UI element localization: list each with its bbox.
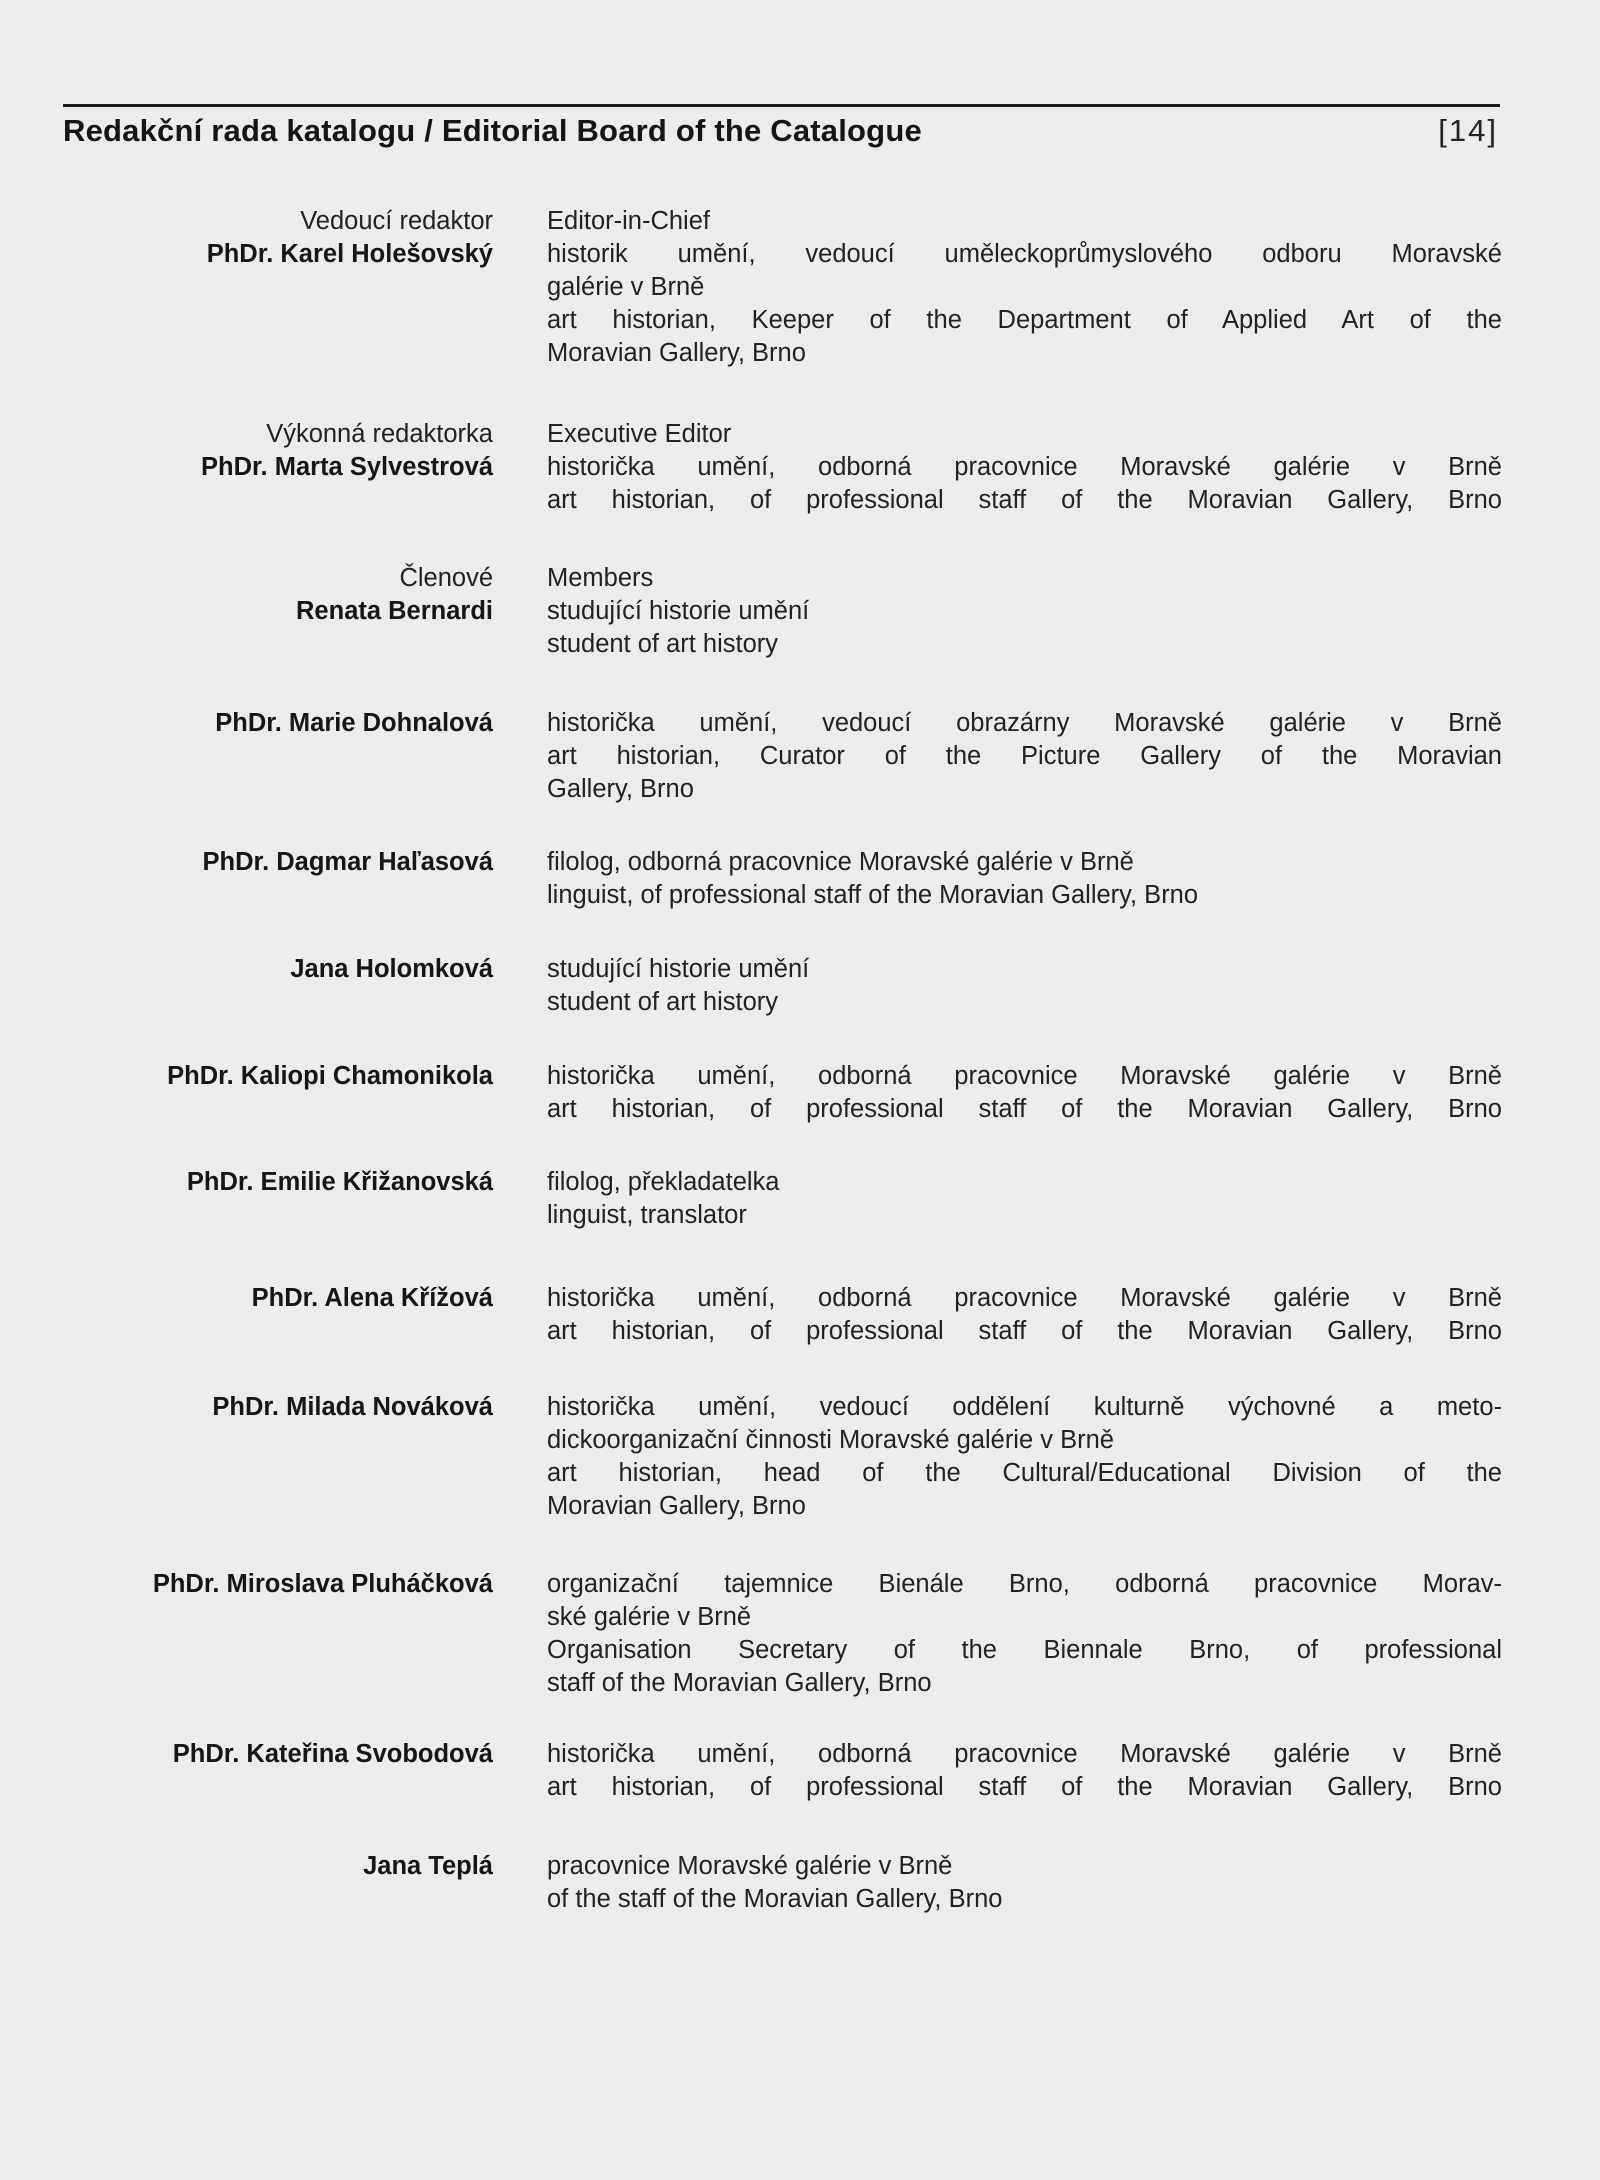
role-english: Executive Editor xyxy=(547,420,732,448)
description-line: historička umění, odborná pracovnice Moravské galérie v Brně xyxy=(547,1740,1502,1768)
entry-right xyxy=(547,1850,1502,1916)
role-english: Editor-in-Chief xyxy=(547,207,710,235)
member-name: PhDr. Dagmar Haľasová xyxy=(202,848,493,876)
board-entry xyxy=(0,1568,1600,1697)
description-line: studující historie umění xyxy=(547,955,810,983)
entry-left xyxy=(0,1060,493,1093)
role-english: Members xyxy=(547,564,654,592)
board-entry xyxy=(0,1282,1600,1345)
description-line: filolog, překladatelka xyxy=(547,1168,780,1196)
description-line: studující historie umění xyxy=(547,597,810,625)
member-name: PhDr. Karel Holešovský xyxy=(206,240,493,268)
description-line: art historian, of professional staff of the Moravian Gallery, Brno xyxy=(547,1317,1502,1345)
entry-left xyxy=(0,562,493,628)
description-line: art historian, of professional staff of the Moravian Gallery, Brno xyxy=(547,1773,1502,1801)
board-entry xyxy=(0,1738,1600,1801)
description-line: art historian, head of the Cultural/Educational Division of the xyxy=(547,1459,1502,1487)
board-entry xyxy=(0,953,1600,1016)
description-line: art historian, of professional staff of the Moravian Gallery, Brno xyxy=(547,486,1502,514)
entry-right xyxy=(547,953,1502,1019)
description-line: historik umění, vedoucí uměleckoprůmyslového odboru Moravské xyxy=(547,240,1502,268)
description-line: of the staff of the Moravian Gallery, Brno xyxy=(547,1885,1003,1913)
role-czech: Členové xyxy=(399,564,493,592)
entry-right xyxy=(547,846,1502,912)
entry-left xyxy=(0,418,493,484)
description-line: historička umění, odborná pracovnice Moravské galérie v Brně xyxy=(547,1284,1502,1312)
header-rule xyxy=(63,104,1500,107)
entry-right xyxy=(547,1568,1502,1700)
member-name: PhDr. Marta Sylvestrová xyxy=(201,453,493,481)
entry-left xyxy=(0,846,493,879)
entry-right xyxy=(547,707,1502,806)
entry-right xyxy=(547,562,1502,661)
description-line: historička umění, odborná pracovnice Moravské galérie v Brně xyxy=(547,1062,1502,1090)
board-entry-editor-in-chief xyxy=(0,205,1600,367)
entry-right xyxy=(547,1060,1502,1126)
board-entry-executive-editor xyxy=(0,418,1600,514)
entry-left xyxy=(0,707,493,740)
entry-left xyxy=(0,1568,493,1601)
member-name: Jana Holomková xyxy=(290,955,493,983)
header-row xyxy=(63,113,1500,149)
board-entry-members xyxy=(0,562,1600,658)
member-name: Jana Teplá xyxy=(363,1852,493,1880)
member-name: PhDr. Kaliopi Chamonikola xyxy=(167,1062,493,1090)
description-line: organizační tajemnice Bienále Brno, odborná pracovnice Morav- xyxy=(547,1570,1502,1598)
description-line: dickoorganizační činnosti Moravské galérie v Brně xyxy=(547,1426,1114,1454)
page-header xyxy=(63,104,1500,149)
description-line: student of art history xyxy=(547,988,779,1016)
member-name: PhDr. Emilie Křižanovská xyxy=(186,1168,493,1196)
entry-left xyxy=(0,953,493,986)
entry-right xyxy=(547,1391,1502,1523)
entry-right xyxy=(547,1738,1502,1804)
entry-right xyxy=(547,1282,1502,1348)
description-line: art historian, Curator of the Picture Gallery of the Moravian xyxy=(547,742,1502,770)
entry-left xyxy=(0,1738,493,1771)
description-line: pracovnice Moravské galérie v Brně xyxy=(547,1852,953,1880)
member-name: PhDr. Miroslava Pluháčková xyxy=(152,1570,493,1598)
board-entry xyxy=(0,1391,1600,1520)
description-line: Moravian Gallery, Brno xyxy=(547,339,806,367)
description-line: ské galérie v Brně xyxy=(547,1603,752,1631)
description-line: Organisation Secretary of the Biennale Brno, of professional xyxy=(547,1636,1502,1664)
description-line: Gallery, Brno xyxy=(547,775,694,803)
description-line: linguist, translator xyxy=(547,1201,747,1229)
description-line: filolog, odborná pracovnice Moravské galérie v Brně xyxy=(547,848,1134,876)
page-number: [14] xyxy=(1438,113,1498,148)
member-name: PhDr. Milada Nováková xyxy=(212,1393,493,1421)
description-line: student of art history xyxy=(547,630,779,658)
description-line: galérie v Brně xyxy=(547,273,705,301)
entry-left xyxy=(0,1391,493,1424)
role-czech: Vedoucí redaktor xyxy=(300,207,493,235)
role-czech: Výkonná redaktorka xyxy=(266,420,493,448)
description-line: Moravian Gallery, Brno xyxy=(547,1492,806,1520)
member-name: PhDr. Alena Křížová xyxy=(251,1284,493,1312)
description-line: staff of the Moravian Gallery, Brno xyxy=(547,1669,932,1697)
entry-left xyxy=(0,1850,493,1883)
entry-right xyxy=(547,205,1502,370)
description-line: historička umění, vedoucí obrazárny Moravské galérie v Brně xyxy=(547,709,1502,737)
description-line: art historian, of professional staff of the Moravian Gallery, Brno xyxy=(547,1095,1502,1123)
entry-right xyxy=(547,1166,1502,1232)
description-line: historička umění, vedoucí oddělení kulturně výchovné a meto- xyxy=(547,1393,1502,1421)
entry-left xyxy=(0,205,493,271)
description-line: art historian, Keeper of the Department of Applied Art of the xyxy=(547,306,1502,334)
board-entry xyxy=(0,1060,1600,1123)
entry-right xyxy=(547,418,1502,517)
board-entry xyxy=(0,846,1600,909)
description-line: historička umění, odborná pracovnice Moravské galérie v Brně xyxy=(547,453,1502,481)
page-title: Redakční rada katalogu / Editorial Board of the Catalogue xyxy=(63,113,922,148)
entry-left xyxy=(0,1166,493,1199)
entry-left xyxy=(0,1282,493,1315)
member-name: Renata Bernardi xyxy=(296,597,493,625)
member-name: PhDr. Marie Dohnalová xyxy=(215,709,493,737)
member-name: PhDr. Kateřina Svobodová xyxy=(172,1740,493,1768)
board-entry xyxy=(0,1166,1600,1229)
description-line: linguist, of professional staff of the Moravian Gallery, Brno xyxy=(547,881,1199,909)
board-entry xyxy=(0,1850,1600,1913)
board-entry xyxy=(0,707,1600,803)
